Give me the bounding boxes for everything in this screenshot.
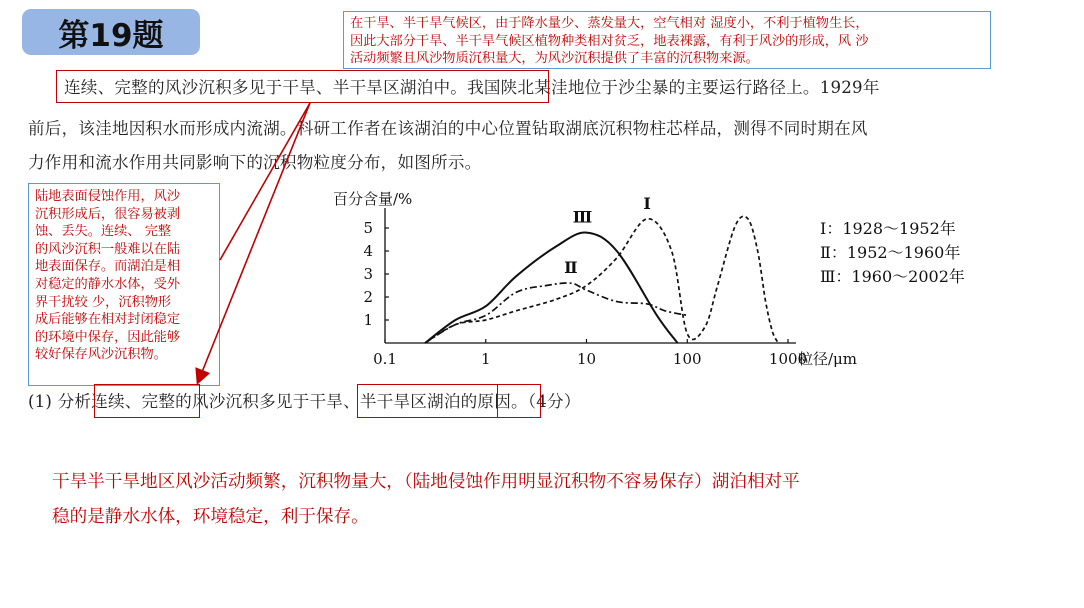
x-tick-label: 1000: [768, 350, 808, 368]
x-tick-label: 0.1: [373, 350, 397, 368]
series-label: Ⅱ: [564, 258, 578, 278]
arrow-to-question: [198, 103, 310, 382]
legend-item-3: Ⅲ：1960～2002年: [820, 267, 965, 286]
x-tick-label: 1: [480, 350, 491, 368]
passage-rest: 我国陕北某洼地位于沙尘暴的主要运行路径上。1929年: [467, 78, 880, 97]
annotation-line: 较好保存风沙沉积物。: [35, 347, 167, 363]
y-axis-label: 百分含量/%: [333, 190, 413, 208]
series-line: [425, 216, 778, 343]
answer-line-2: 稳的是静水水体，环境稳定，利于保存。: [52, 507, 369, 527]
x-tick-label: 100: [672, 350, 702, 368]
legend-item-1: Ⅰ：1928～1952年: [820, 219, 956, 238]
arrow-to-note: [220, 103, 310, 260]
grain-size-chart: [320, 180, 858, 380]
series-label: Ⅲ: [572, 207, 593, 227]
annotation-line: 因此大部分干旱、半干旱气候区植物种类相对贫乏，地表裸露，有利于风沙的形成，风 沙: [350, 33, 869, 49]
series-line: [425, 233, 677, 343]
annotation-line: 陆地表面侵蚀作用，风沙: [35, 189, 181, 204]
annotation-line: 的环境中保存，因此能够: [35, 329, 181, 345]
passage-line-3: 力作用和流水作用共同影响下的沉积物粒度分布，如图所示。: [28, 153, 482, 172]
annotation-line: 成后能够在相对封闭稳定: [35, 312, 181, 328]
question-number: 第19题: [58, 17, 164, 54]
series-line: [425, 283, 687, 343]
y-tick-label: 1: [363, 311, 373, 329]
passage-highlight: 连续、完整的风沙沉积多见于干旱、半干旱区湖泊中。: [64, 78, 468, 97]
annotation-line: 对稳定的静水水体，受外: [35, 276, 181, 292]
y-tick-label: 3: [363, 265, 373, 283]
annotation-line: 界干扰较 少，沉积物形: [35, 294, 172, 310]
x-tick-label: 10: [576, 350, 597, 368]
annotation-line: 活动频繁且风沙物质沉积量大，为风沙沉积提供了丰富的沉积物来源。: [350, 51, 759, 66]
series-label: Ⅰ: [643, 193, 651, 213]
y-tick-label: 4: [363, 242, 373, 260]
y-tick-label: 2: [363, 288, 373, 306]
annotation-line: 的风沙沉积一般难以在陆: [35, 241, 181, 257]
x-axis-label: 粒径/μm: [798, 350, 858, 368]
annotation-line: 沉积形成后，很容易被剥: [35, 206, 181, 222]
annotation-line: 地表面保存。而湖泊是相: [35, 259, 181, 275]
question-1: (1) 分析连续、完整的风沙沉积多见于干旱、半干旱区湖泊的原因。（4分）: [28, 392, 581, 411]
y-tick-label: 5: [363, 219, 373, 237]
passage-line-2: 前后，该洼地因积水而形成内流湖。科研工作者在该湖泊的中心位置钻取湖底沉积物柱芯样品，测得不同时期在风: [28, 119, 868, 138]
annotation-line: 蚀、丢失。连续、 完整: [35, 224, 172, 240]
annotation-line: 在干旱、半干旱气候区，由于降水量少、蒸发量大，空气相对 湿度小，不利于植物生长，: [350, 16, 869, 31]
legend-item-2: Ⅱ：1952～1960年: [820, 243, 961, 262]
answer-line-1: 干旱半干旱地区风沙活动频繁，沉积物量大，（陆地侵蚀作用明显沉积物不容易保存）湖泊相对平: [52, 472, 800, 492]
